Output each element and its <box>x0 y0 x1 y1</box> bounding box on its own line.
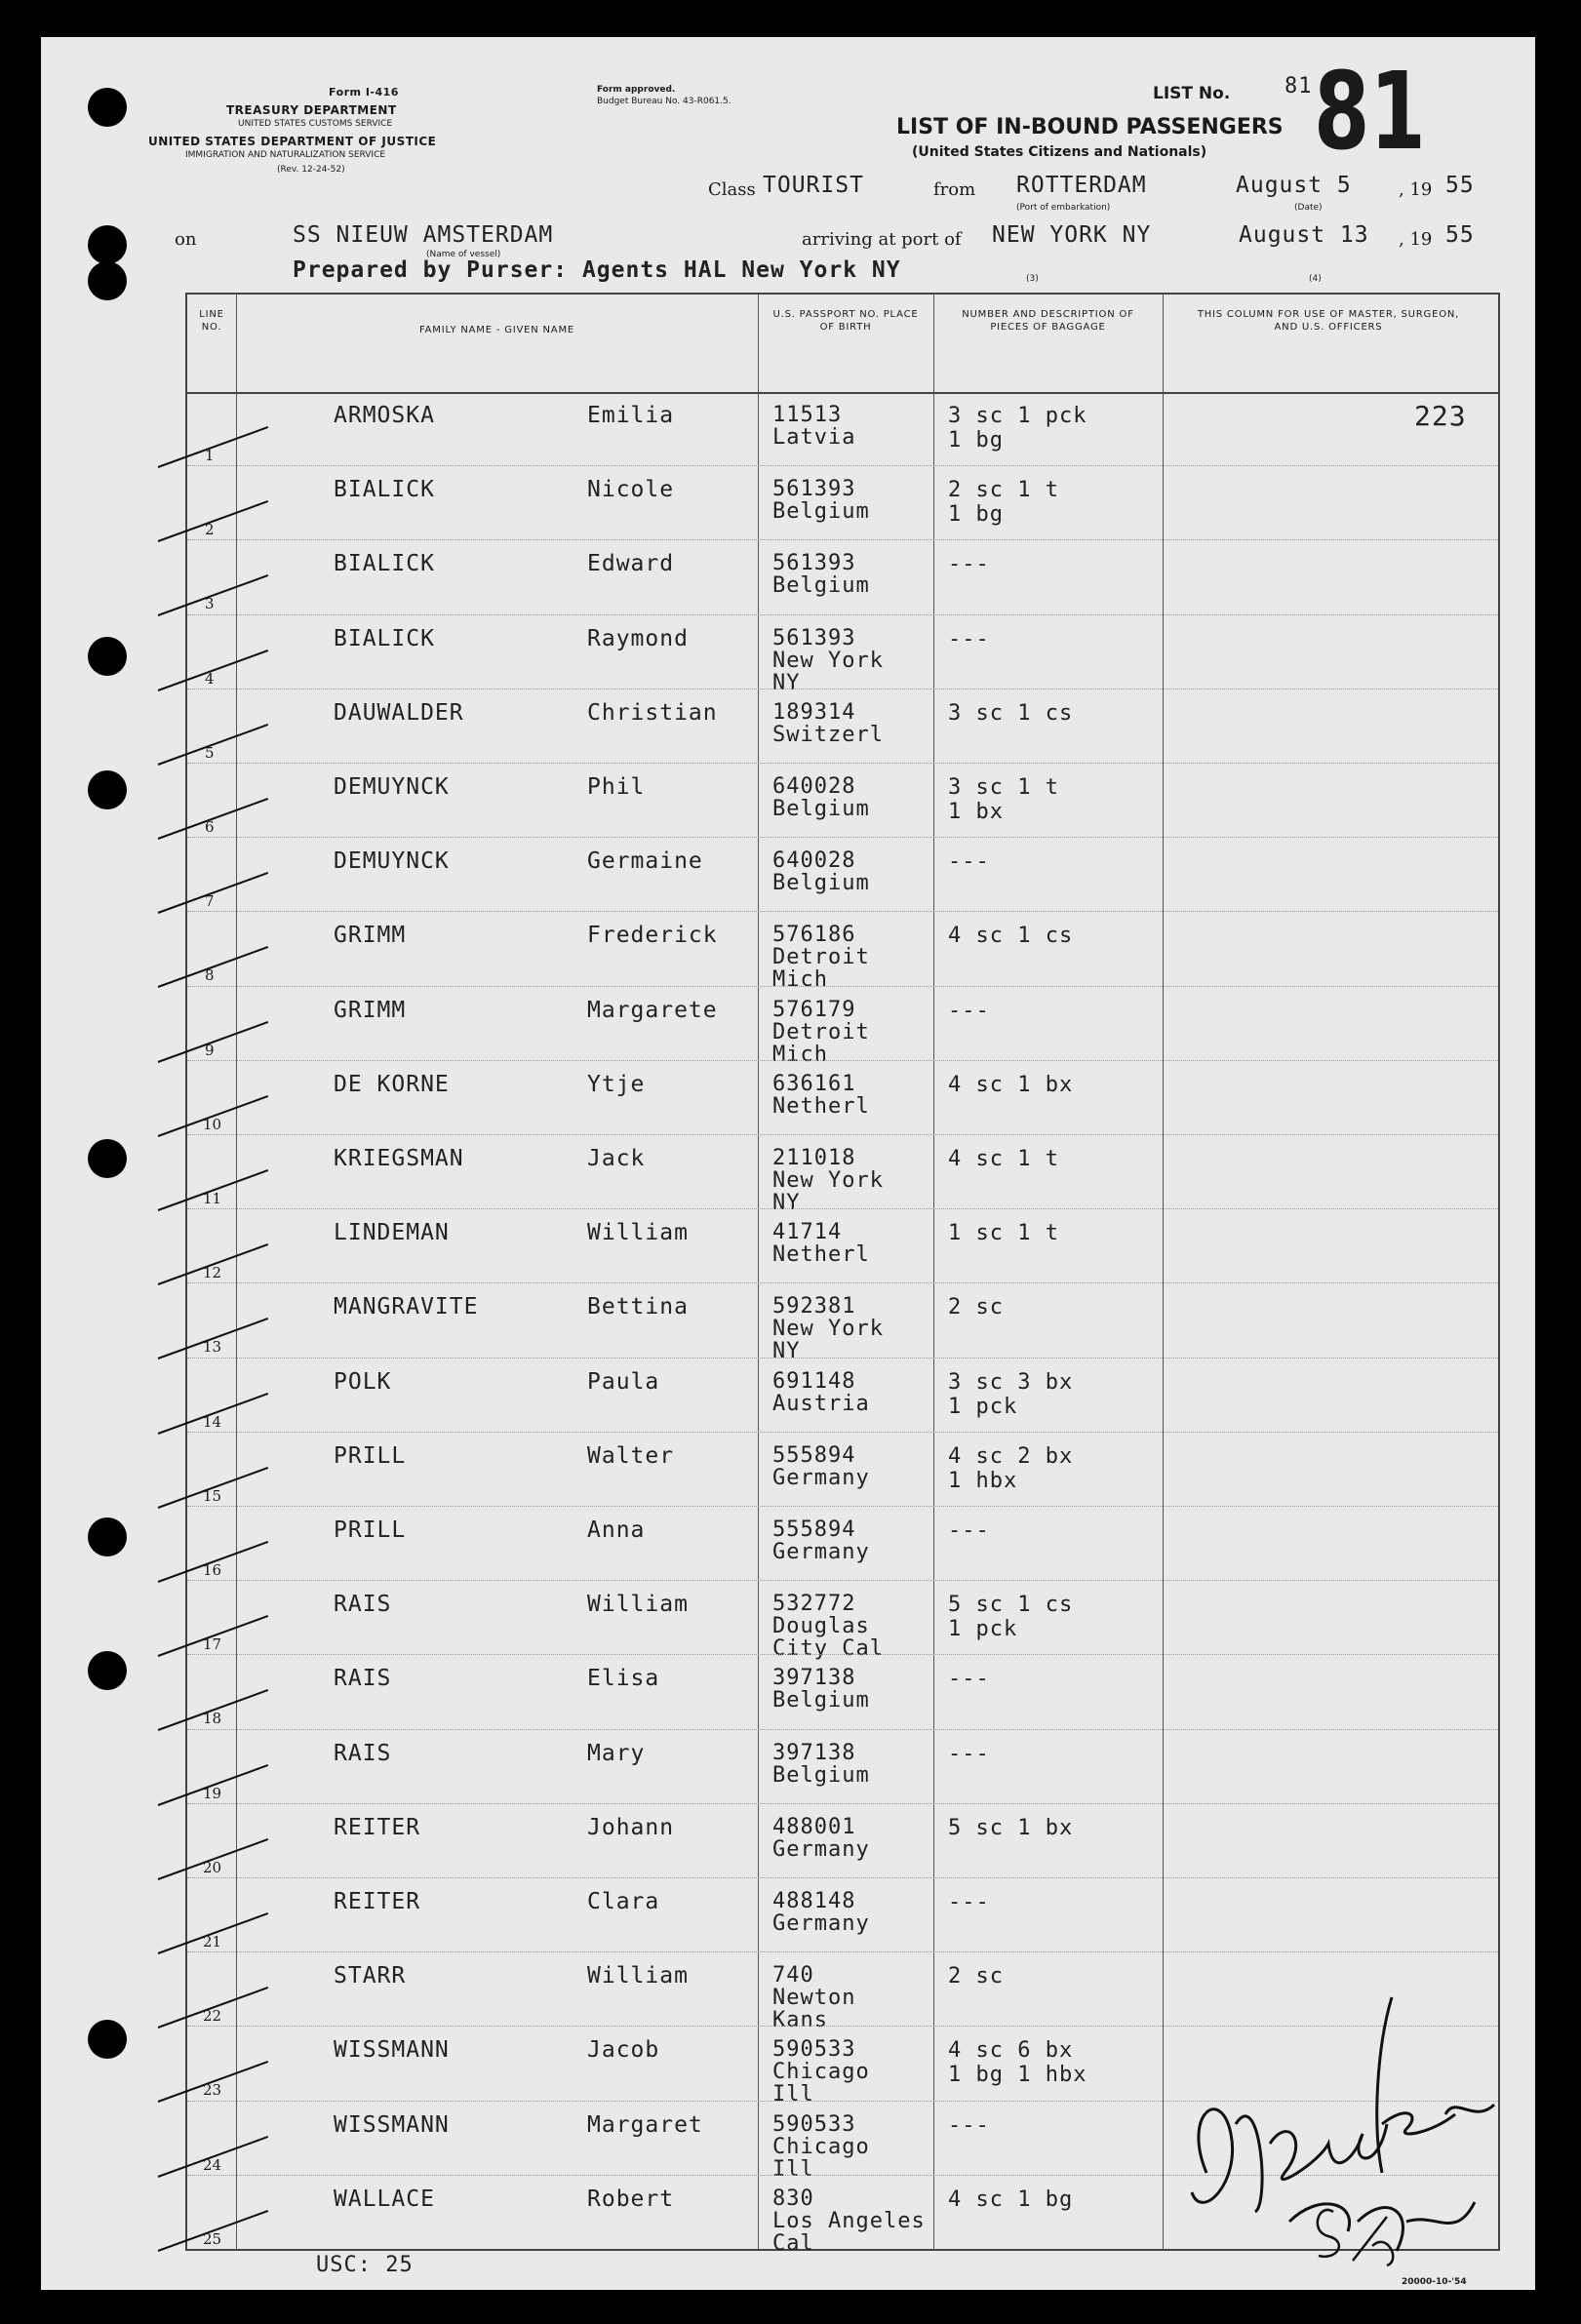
from-label: from <box>933 179 976 200</box>
passport-and-birthplace: 41714 Netherl <box>772 1220 870 1268</box>
given-name: Jacob <box>587 2037 660 2064</box>
table-row <box>187 1433 1498 1507</box>
given-name: Frederick <box>587 923 718 949</box>
given-name: Ytje <box>587 1071 646 1097</box>
table-row <box>187 912 1498 993</box>
passport-and-birthplace: 691148 Austria <box>772 1368 870 1416</box>
caption-3: (3) <box>1026 274 1039 284</box>
line-number: 19 <box>203 1784 222 1802</box>
passport-and-birthplace: 576186 Detroit Mich <box>772 923 870 993</box>
family-name: STARR <box>334 1963 407 1989</box>
agency-justice: UNITED STATES DEPARTMENT OF JUSTICE <box>148 135 437 148</box>
given-name: Paula <box>587 1368 660 1395</box>
given-name: Johann <box>587 1814 675 1840</box>
line-number: 21 <box>203 1933 222 1950</box>
baggage-description: 4 sc 1 bx <box>948 1072 1074 1097</box>
passport-and-birthplace: 636161 Netherl <box>772 1071 870 1119</box>
given-name: Elisa <box>587 1666 660 1692</box>
passport-and-birthplace: 397138 Belgium <box>772 1666 870 1713</box>
passport-and-birthplace: 561393 Belgium <box>772 551 870 599</box>
punch-hole <box>88 2020 127 2059</box>
table-row <box>187 987 1498 1067</box>
year-prefix: , 19 <box>1399 229 1433 250</box>
table-row <box>187 615 1498 695</box>
baggage-description: 3 sc 1 t 1 bx <box>948 775 1059 824</box>
form-number: Form I-416 <box>329 86 399 98</box>
header-baggage: NUMBER AND DESCRIPTION OF PIECES OF BAGGAGE <box>962 309 1134 333</box>
given-name: Phil <box>587 774 646 800</box>
family-name: PRILL <box>334 1442 407 1469</box>
given-name: Emilia <box>587 403 675 428</box>
header-passport: U.S. PASSPORT NO. PLACE OF BIRTH <box>772 309 919 333</box>
given-name: William <box>587 1592 689 1618</box>
given-name: Mary <box>587 1740 646 1766</box>
family-name: DEMUYNCK <box>334 848 450 875</box>
family-name: GRIMM <box>334 997 407 1023</box>
list-no-typed: 81 <box>1285 74 1313 98</box>
given-name: Margarete <box>587 997 718 1023</box>
table-row <box>187 1581 1498 1662</box>
passport-and-birthplace: 211018 New York NY <box>772 1146 884 1215</box>
header-line-no: LINE NO. <box>199 309 224 333</box>
given-name: Jack <box>587 1146 646 1171</box>
family-name: BIALICK <box>334 477 435 503</box>
baggage-description: --- <box>948 1518 990 1543</box>
usc-count: USC: 25 <box>316 2253 414 2277</box>
line-number: 14 <box>203 1412 222 1431</box>
passport-and-birthplace: 576179 Detroit Mich <box>772 997 870 1067</box>
list-no-label: LIST No. <box>1153 84 1231 103</box>
passport-and-birthplace: 592381 New York NY <box>772 1294 884 1364</box>
given-name: Nicole <box>587 477 675 503</box>
line-number: 11 <box>203 1190 222 1207</box>
baggage-description: --- <box>948 2112 990 2138</box>
baggage-description: 4 sc 1 bg <box>948 2186 1074 2212</box>
passport-and-birthplace: 555894 Germany <box>772 1442 870 1490</box>
year-prefix: , 19 <box>1399 179 1433 200</box>
class-value: TOURIST <box>763 173 864 198</box>
given-name: Margaret <box>587 2111 703 2138</box>
baggage-description: --- <box>948 1890 990 1914</box>
print-code: 20000-10-'54 <box>1402 2277 1467 2287</box>
family-name: WISSMANN <box>334 2037 450 2064</box>
baggage-description: 3 sc 1 cs <box>948 700 1074 726</box>
document-subtitle: (United States Citizens and Nationals) <box>912 144 1207 160</box>
baggage-description: 5 sc 1 bx <box>948 1815 1074 1840</box>
given-name: William <box>587 1220 689 1246</box>
passport-and-birthplace: 11513 Latvia <box>772 403 856 450</box>
family-name: DEMUYNCK <box>334 774 450 800</box>
table-row <box>187 1804 1498 1878</box>
table-row <box>187 1507 1498 1581</box>
line-number: 1 <box>205 447 215 464</box>
date-caption: (Date) <box>1294 203 1323 213</box>
family-name: WISSMANN <box>334 2111 450 2138</box>
line-number: 16 <box>203 1561 222 1579</box>
baggage-description: 4 sc 1 cs <box>948 924 1074 949</box>
table-row <box>187 540 1498 614</box>
family-name: MANGRAVITE <box>334 1294 479 1320</box>
family-name: GRIMM <box>334 923 407 949</box>
line-number: 9 <box>205 1041 215 1059</box>
agency-customs: UNITED STATES CUSTOMS SERVICE <box>238 119 393 129</box>
passport-and-birthplace: 488001 Germany <box>772 1814 870 1862</box>
table-row <box>187 1878 1498 1952</box>
vessel-caption: (Name of vessel) <box>426 250 501 259</box>
family-name: LINDEMAN <box>334 1220 450 1246</box>
list-no-stamp: 81 <box>1314 49 1426 174</box>
family-name: BIALICK <box>334 625 435 651</box>
passport-and-birthplace: 488148 Germany <box>772 1889 870 1936</box>
baggage-description: 3 sc 3 bx 1 pck <box>948 1369 1074 1419</box>
punch-hole <box>88 88 127 127</box>
passport-and-birthplace: 590533 Chicago Ill <box>772 2111 870 2182</box>
baggage-description: 5 sc 1 cs 1 pck <box>948 1593 1074 1642</box>
arrival-year: 55 <box>1445 222 1475 248</box>
table-row <box>187 689 1498 764</box>
line-number: 6 <box>205 818 215 836</box>
punch-hole <box>88 261 127 300</box>
arrival-date: August 13 <box>1239 222 1369 248</box>
document-title: LIST OF IN-BOUND PASSENGERS <box>896 115 1284 139</box>
passport-and-birthplace: 561393 New York NY <box>772 625 884 695</box>
line-number: 23 <box>203 2081 222 2100</box>
passport-and-birthplace: 189314 Switzerl <box>772 699 884 747</box>
family-name: REITER <box>334 1889 421 1914</box>
on-label: on <box>175 229 197 250</box>
vessel-name: SS NIEUW AMSTERDAM <box>293 222 554 248</box>
punch-hole <box>88 1139 127 1178</box>
header-name: FAMILY NAME - GIVEN NAME <box>419 325 574 335</box>
port-of-embarkation: ROTTERDAM <box>1016 173 1147 198</box>
line-number: 7 <box>205 892 215 911</box>
table-row <box>187 1283 1498 1364</box>
passport-and-birthplace: 532772 Douglas City Cal <box>772 1592 884 1662</box>
given-name: Walter <box>587 1442 675 1469</box>
line-number: 4 <box>205 669 215 688</box>
passport-and-birthplace: 830 Los Angeles Cal <box>772 2186 926 2256</box>
punch-hole <box>88 1517 127 1556</box>
table-row <box>187 1730 1498 1804</box>
passport-and-birthplace: 590533 Chicago Ill <box>772 2037 870 2107</box>
line-number: 10 <box>203 1115 222 1133</box>
passport-and-birthplace: 397138 Belgium <box>772 1740 870 1788</box>
line-number: 3 <box>205 595 215 613</box>
table-row <box>187 1061 1498 1135</box>
form-revision: (Rev. 12-24-52) <box>277 165 345 175</box>
handwritten-note <box>1328 2202 1336 2203</box>
baggage-description: --- <box>948 1667 990 1692</box>
baggage-description: 4 sc 1 t <box>948 1147 1059 1171</box>
header-officers: THIS COLUMN FOR USE OF MASTER, SURGEON, AND U.S. OFFICERS <box>1197 309 1460 333</box>
family-name: POLK <box>334 1368 392 1395</box>
table-row <box>187 838 1498 912</box>
baggage-description: 2 sc <box>948 1295 1004 1320</box>
given-name: Clara <box>587 1889 660 1914</box>
family-name: ARMOSKA <box>334 403 435 428</box>
passport-and-birthplace: 640028 Belgium <box>772 848 870 896</box>
baggage-description: --- <box>948 849 990 875</box>
officer-note: 223 <box>1414 400 1467 432</box>
family-name: PRILL <box>334 1517 407 1543</box>
given-name: William <box>587 1963 689 1989</box>
baggage-description: --- <box>948 626 990 651</box>
line-number: 25 <box>203 2229 222 2248</box>
punch-hole <box>88 637 127 676</box>
family-name: RAIS <box>334 1666 392 1692</box>
table-row <box>187 1209 1498 1283</box>
departure-year: 55 <box>1445 173 1475 198</box>
family-name: WALLACE <box>334 2186 435 2212</box>
baggage-description: 4 sc 2 bx 1 hbx <box>948 1443 1074 1493</box>
table-row <box>187 1135 1498 1215</box>
line-number: 5 <box>205 743 215 762</box>
table-row <box>187 392 1498 466</box>
table-row <box>187 1359 1498 1433</box>
line-number: 2 <box>205 521 215 539</box>
given-name: Edward <box>587 551 675 577</box>
family-name: RAIS <box>334 1592 392 1618</box>
punch-hole <box>88 225 127 264</box>
baggage-description: 2 sc <box>948 1964 1004 1989</box>
family-name: KRIEGSMAN <box>334 1146 464 1171</box>
table-row <box>187 1655 1498 1729</box>
baggage-description: 1 sc 1 t <box>948 1221 1059 1246</box>
line-number: 18 <box>203 1710 222 1728</box>
baggage-description: 4 sc 6 bx 1 bg 1 hbx <box>948 2038 1087 2088</box>
table-row <box>187 764 1498 838</box>
given-name: Robert <box>587 2186 675 2212</box>
line-number: 12 <box>203 1264 222 1282</box>
baggage-description: 3 sc 1 pck 1 bg <box>948 404 1087 453</box>
baggage-description: --- <box>948 1741 990 1766</box>
departure-date: August 5 <box>1236 173 1352 198</box>
given-name: Bettina <box>587 1294 689 1320</box>
agency-treasury: TREASURY DEPARTMENT <box>226 103 397 117</box>
given-name: Christian <box>587 699 718 726</box>
caption-4: (4) <box>1309 274 1322 284</box>
port-embark-caption: (Port of embarkation) <box>1016 203 1111 213</box>
prepared-by: Prepared by Purser: Agents HAL New York NY <box>293 257 901 283</box>
class-label: Class <box>708 179 756 200</box>
form-approval: Form approved. <box>597 85 676 95</box>
passport-and-birthplace: 561393 Belgium <box>772 477 870 525</box>
given-name: Germaine <box>587 848 703 875</box>
family-name: REITER <box>334 1814 421 1840</box>
line-number: 8 <box>205 966 215 985</box>
punch-hole <box>88 770 127 809</box>
passport-and-birthplace: 640028 Belgium <box>772 774 870 821</box>
given-name: Raymond <box>587 625 689 651</box>
line-number: 22 <box>203 2007 222 2026</box>
family-name: DE KORNE <box>334 1071 450 1097</box>
family-name: RAIS <box>334 1740 392 1766</box>
line-number: 13 <box>203 1338 222 1357</box>
passenger-list-sheet <box>41 37 1535 2290</box>
table-header <box>187 295 1498 394</box>
baggage-description: --- <box>948 552 990 577</box>
passport-and-birthplace: 555894 Germany <box>772 1517 870 1564</box>
table-row <box>187 466 1498 540</box>
baggage-description: 2 sc 1 t 1 bg <box>948 478 1059 528</box>
port-of-arrival: NEW YORK NY <box>992 222 1152 248</box>
officer-signature <box>1163 1968 1533 2270</box>
passport-and-birthplace: 740 Newton Kans <box>772 1963 856 2033</box>
given-name: Anna <box>587 1517 646 1543</box>
line-number: 15 <box>203 1486 222 1505</box>
punch-hole <box>88 1651 127 1690</box>
family-name: BIALICK <box>334 551 435 577</box>
line-number: 24 <box>203 2155 222 2174</box>
family-name: DAUWALDER <box>334 699 464 726</box>
arriving-label: arriving at port of <box>802 229 962 250</box>
agency-ins: IMMIGRATION AND NATURALIZATION SERVICE <box>185 150 386 160</box>
line-number: 17 <box>203 1635 222 1654</box>
passenger-table <box>185 293 1500 2256</box>
baggage-description: --- <box>948 998 990 1023</box>
budget-bureau: Budget Bureau No. 43-R061.5. <box>597 97 731 106</box>
line-number: 20 <box>203 1858 222 1876</box>
